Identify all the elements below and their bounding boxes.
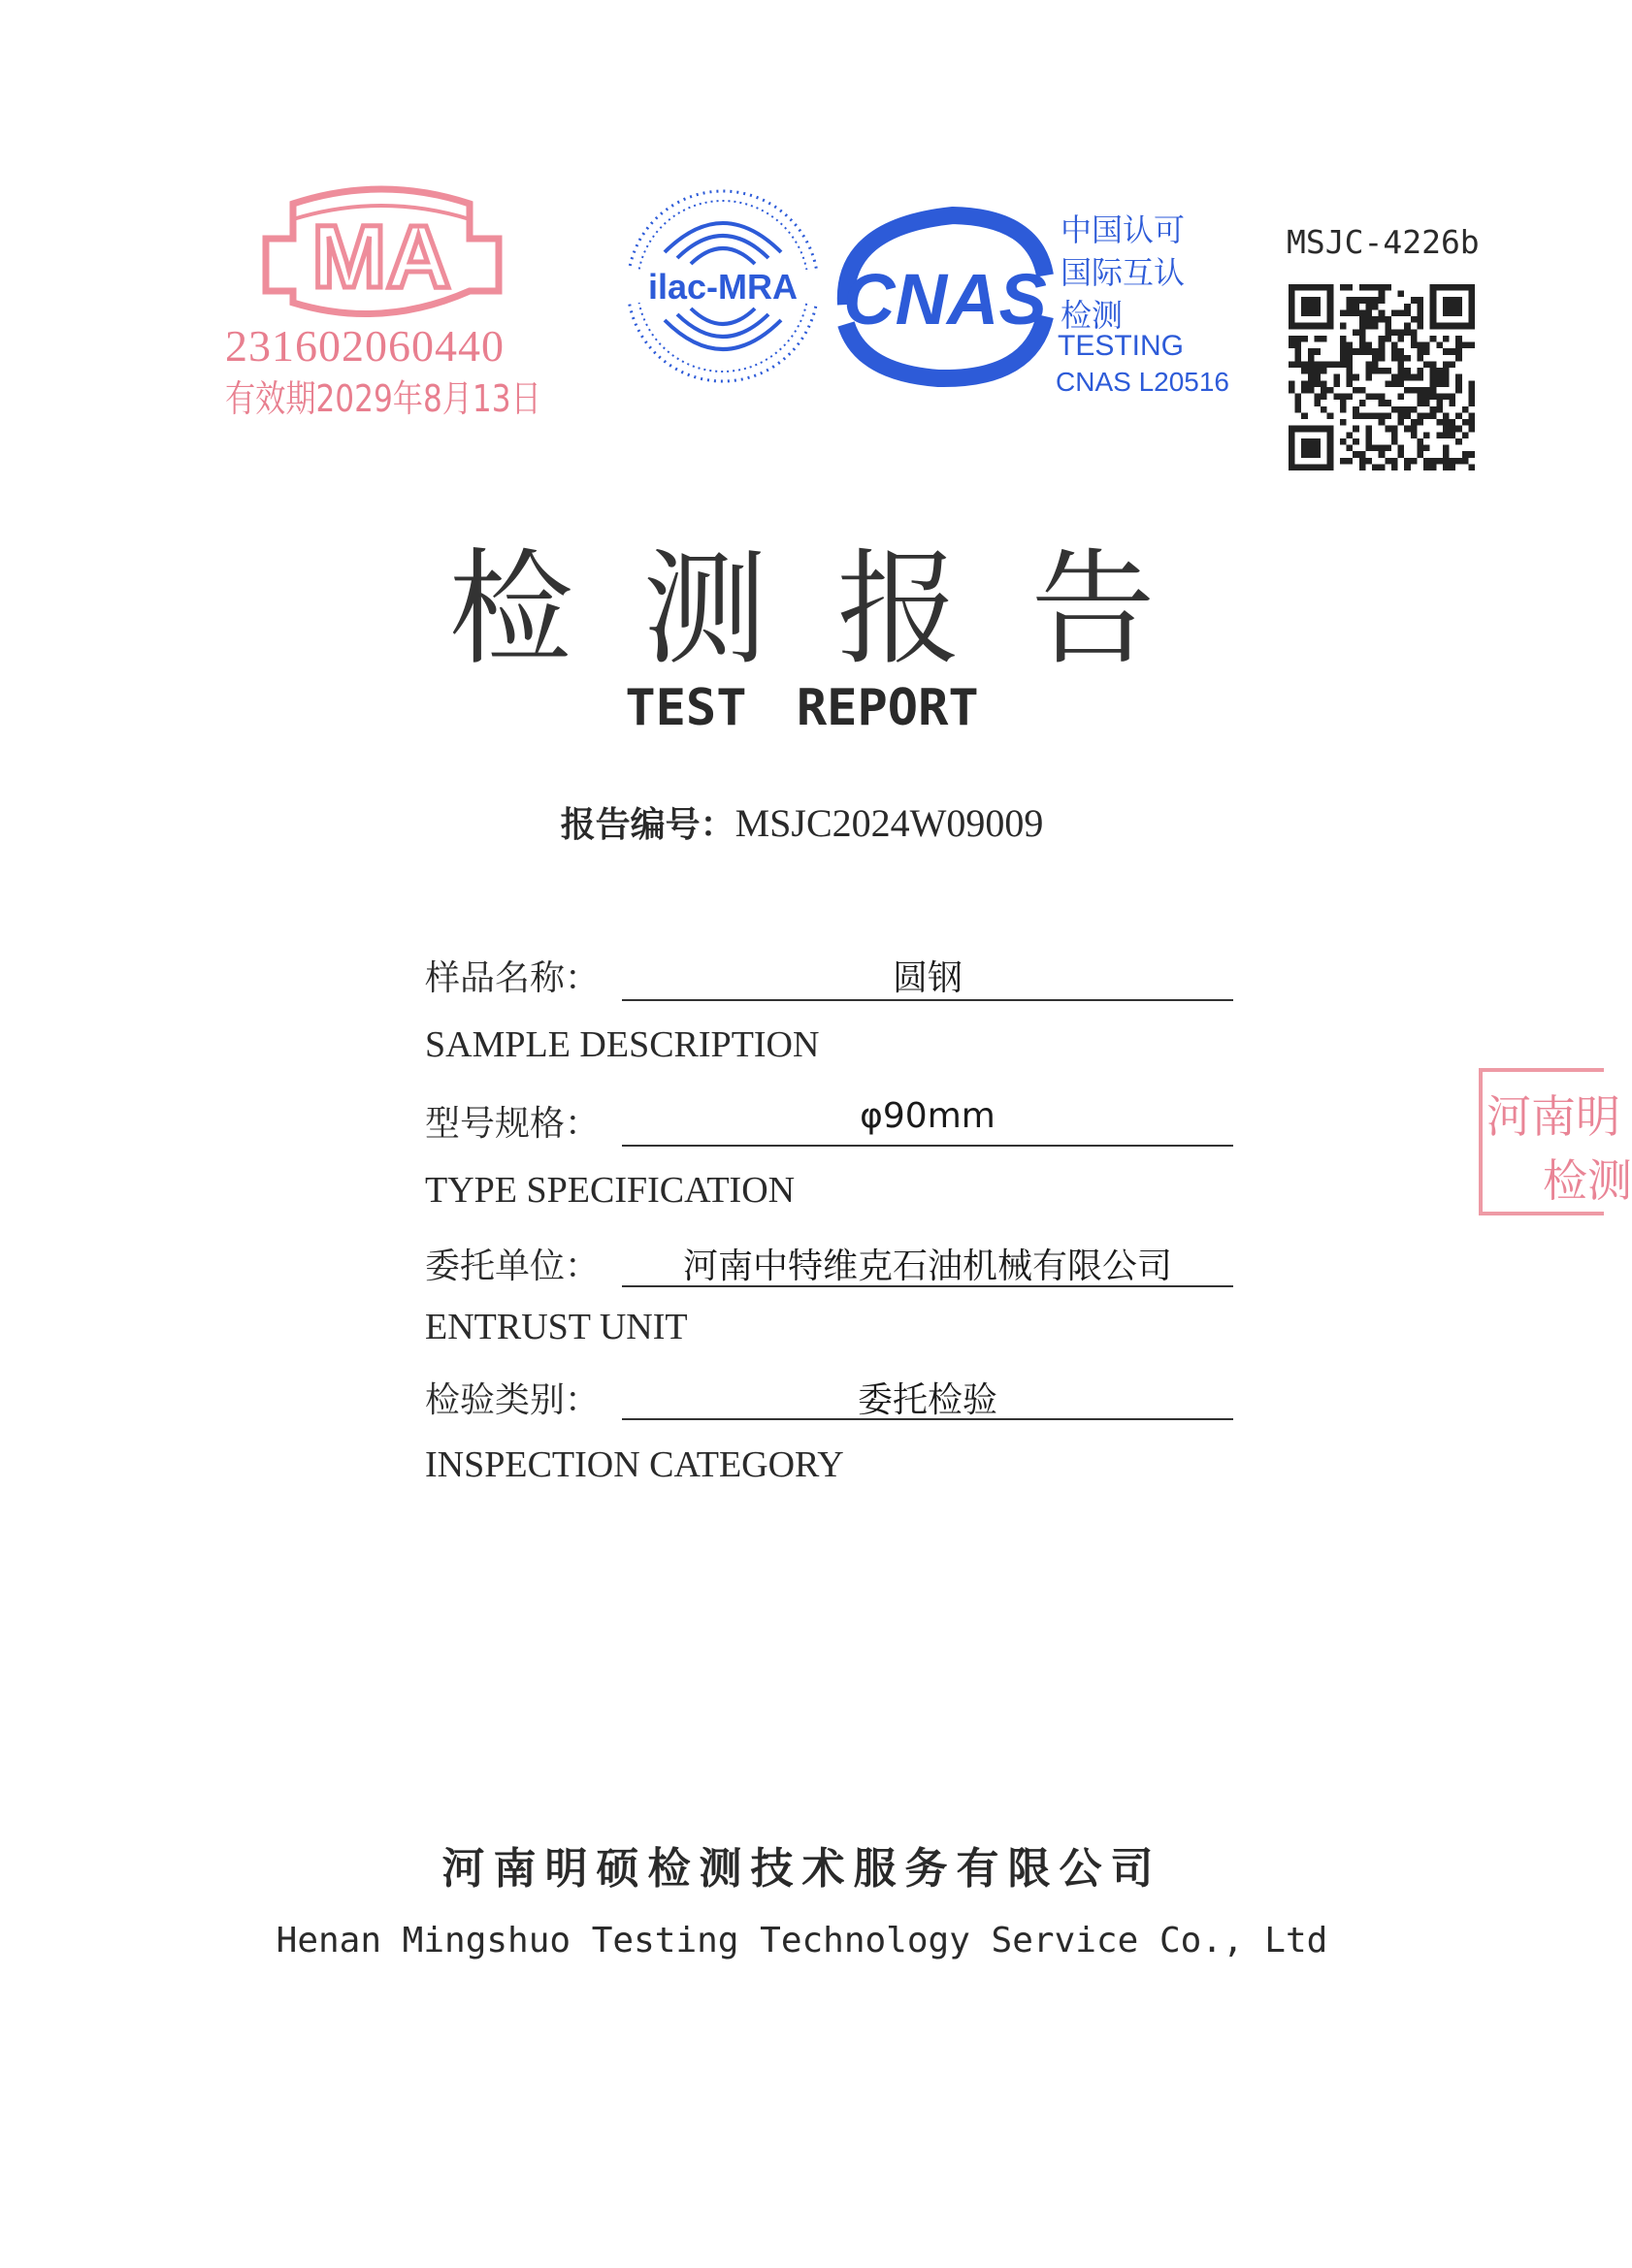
svg-text:MA: MA	[311, 208, 451, 307]
cnas-cn-line-2: 国际互认	[1061, 254, 1186, 291]
sample-name-value: 圆钢	[892, 958, 963, 998]
cma-validity-date: 有效期2029年8月13日	[225, 377, 541, 420]
report-number-label: 报告编号：	[560, 805, 735, 845]
report-title-cn: 检测报告	[448, 537, 1225, 682]
cnas-cn-line-3: 检测	[1061, 297, 1124, 334]
seal-line-1: 河南明	[1486, 1090, 1620, 1143]
report-title-en: TEST REPORT	[625, 679, 979, 737]
seal-line-2: 检测	[1543, 1154, 1632, 1207]
svg-text:ilac-MRA: ilac-MRA	[647, 267, 799, 307]
inspection-category-value: 委托检验	[857, 1380, 997, 1420]
document-code: MSJC-4226b	[1287, 223, 1480, 261]
cma-stamp-logo	[254, 182, 508, 328]
inspection-category-label: 检验类别：	[425, 1380, 601, 1420]
type-spec-label-en: TYPE SPECIFICATION	[425, 1170, 796, 1211]
cnas-logo	[827, 208, 1060, 384]
ilac-mra-logo	[621, 184, 825, 388]
company-seal-stamp	[1479, 1068, 1632, 1215]
inspection-category-label-en: INSPECTION CATEGORY	[425, 1444, 844, 1485]
company-name-en: Henan Mingshuo Testing Technology Service Co., Ltd	[276, 1921, 1328, 1960]
report-number-value: MSJC2024W09009	[734, 801, 1044, 845]
type-spec-label: 型号规格：	[425, 1104, 601, 1144]
company-name-cn: 河南明硕检测技术服务有限公司	[441, 1844, 1162, 1894]
type-spec-value: φ90mm	[860, 1096, 996, 1136]
entrust-unit-label: 委托单位：	[425, 1247, 601, 1286]
cnas-en-line-1: TESTING	[1058, 330, 1185, 362]
inspection-category-underline	[622, 1418, 1233, 1420]
entrust-unit-value: 河南中特维克石油机械有限公司	[682, 1247, 1172, 1286]
sample-name-underline	[622, 999, 1233, 1001]
qr-code-icon[interactable]	[1289, 283, 1475, 471]
entrust-unit-underline	[622, 1285, 1233, 1287]
sample-name-label-en: SAMPLE DESCRIPTION	[425, 1024, 820, 1065]
report-number	[0, 797, 1604, 847]
type-spec-underline	[622, 1145, 1233, 1147]
entrust-unit-label-en: ENTRUST UNIT	[425, 1307, 688, 1347]
sample-name-label: 样品名称：	[425, 958, 601, 998]
svg-text:CNAS: CNAS	[843, 259, 1047, 340]
cma-certificate-number: 231602060440	[225, 321, 505, 371]
cnas-en-line-2: CNAS L20516	[1056, 367, 1230, 397]
cnas-cn-line-1: 中国认可	[1061, 211, 1186, 248]
